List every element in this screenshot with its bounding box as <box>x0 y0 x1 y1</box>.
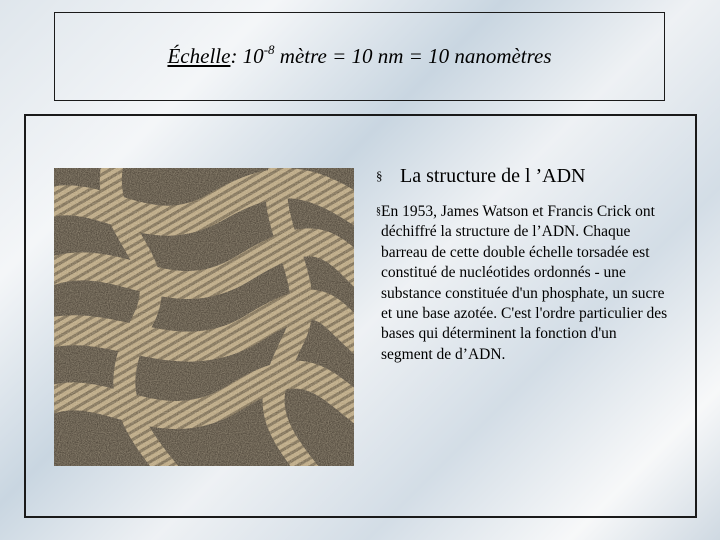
dna-image <box>54 168 354 466</box>
title-label: Échelle <box>167 44 231 68</box>
title-rest: : 10 <box>230 44 264 68</box>
section-heading: La structure de l ’ADN <box>400 165 586 187</box>
bullet-square-icon: § <box>376 206 381 217</box>
bullet-heading <box>376 164 666 188</box>
bullet-paragraph <box>376 202 668 365</box>
title-tail: mètre = 10 nm = 10 nanomètres <box>274 44 552 68</box>
slide-title <box>167 44 551 69</box>
body-paragraph: En 1953, James Watson et Francis Crick ont déchiffré la structure de l’ADN. Chaque barreau de cette double échelle torsadée est constitué de nucléotides ordonnés - une substance constituée d'un phosphate, un sucre et une base azotée. C'est l'ordre particulier des bases qui déterminent la fonction d'un segment de d’ADN. <box>381 203 668 363</box>
title-box <box>54 12 665 101</box>
title-exponent: -8 <box>263 42 275 57</box>
bullet-square-icon: § <box>376 168 383 183</box>
